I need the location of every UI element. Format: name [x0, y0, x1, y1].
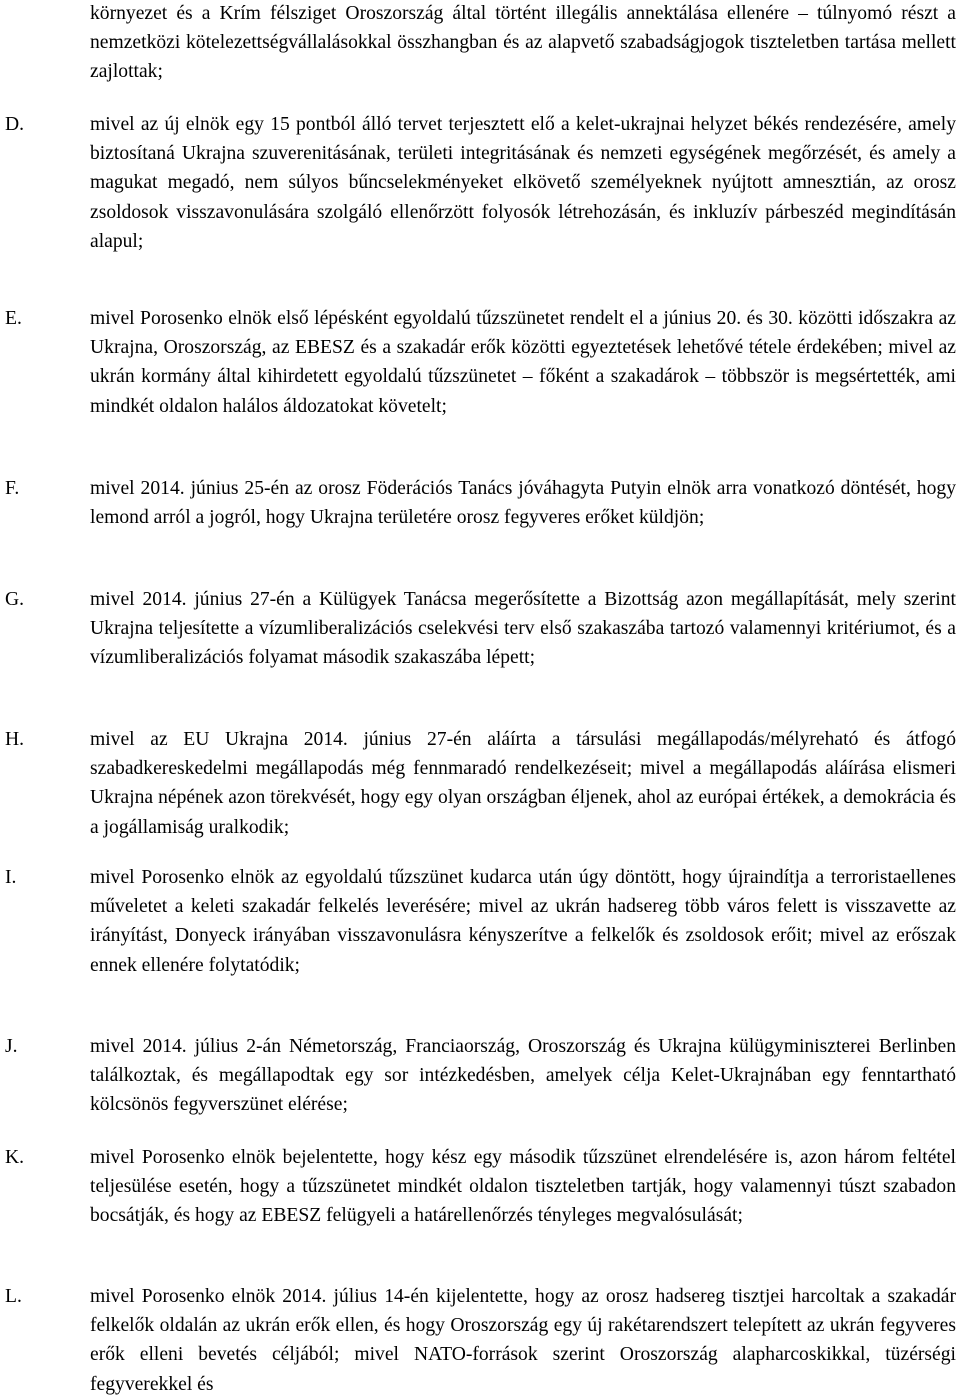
- clause-k: [0, 1143, 960, 1231]
- clause-e: [0, 304, 960, 421]
- clause-j: [0, 1032, 960, 1120]
- clause-letter: D.: [5, 114, 25, 135]
- clause-text: mivel Porosenko elnök bejelentette, hogy kész egy második tűzszünet elrendelésére is, azon három feltétel teljesülése esetén, hogy a tűzszünetet mindkét oldalon tiszteletben tartják, hogy valamennyi túszt szabadon bocsátják, és hogy az EBESZ felügyeli a határellenőrzés tényleges megvalósulását;: [90, 1147, 956, 1227]
- clause-letter: H.: [5, 729, 25, 750]
- clause-l: [0, 1282, 960, 1399]
- clause-f: [0, 474, 960, 532]
- clause-letter: I.: [5, 867, 17, 888]
- clause-text: mivel 2014. július 2-án Németország, Franciaország, Oroszország és Ukrajna külügyminiszterei Berlinben találkoztak, és megállapodtak egy sor intézkedésben, amelyek célja Kelet-Ukrajnában egy fenntartható kölcsönös fegyverszünet elérése;: [90, 1036, 956, 1116]
- clause-text: mivel az új elnök egy 15 pontból álló tervet terjesztett elő a kelet-ukrajnai helyzet békés rendezésére, amely biztosítaná Ukrajna szuverenitásának, területi integritásának és nemzeti egységének megőrzését, és amely a magukat megadó, nem súlyos bűncselekményeket elkövető személyeknek nyújtott amnesztián, az orosz zsoldosok visszavonulására szolgáló ellenőrzött folyosók létrehozásán, és inkluzív párbeszéd megindításán alapul;: [90, 114, 956, 252]
- clause-h: [0, 725, 960, 842]
- clause-letter: J.: [5, 1036, 18, 1057]
- clause-letter: G.: [5, 589, 25, 610]
- clause-text: mivel Porosenko elnök 2014. július 14-én kijelentette, hogy az orosz hadsereg tisztjei harcoltak a szakadár felkelők oldalán az ukrán erők ellen, és hogy Oroszország egy új rakétarendszert telepített az ukrán fegyveres erők elleni bevetés céljából; mivel NATO-források szerint Oroszország alapharcoskikkal, tüzérségi fegyverekkel és: [90, 1286, 956, 1395]
- clause-text: mivel 2014. június 25-én az orosz Föderációs Tanács jóváhagyta Putyin elnök arra vonatkozó döntését, hogy lemond arról a jogról, hogy Ukrajna területére orosz fegyveres erőket küldjön;: [90, 478, 956, 529]
- clause-text: mivel 2014. június 27-én a Külügyek Tanácsa megerősítette a Bizottság azon megállapítását, mely szerint Ukrajna teljesítette a vízumliberalizációs cselekvési terv első szakaszába tartozó valamennyi kritériumot, és a vízumliberalizációs folyamat második szakaszába lépett;: [90, 589, 956, 669]
- clause-letter: E.: [5, 308, 22, 329]
- clause-text: mivel az EU Ukrajna 2014. június 27-én aláírta a társulási megállapodás/mélyreható és átfogó szabadkereskedelmi megállapodás még fennmaradó rendelkezéseit; mivel a megállapodás aláírása elismeri Ukrajna népének azon törekvését, hogy egy olyan országban éljenek, ahol az európai értékek, a demokrácia és a jogállamiság uralkodik;: [90, 729, 956, 838]
- clause-text: mivel Porosenko elnök első lépésként egyoldalú tűzszünetet rendelt el a június 20. és 30. közötti időszakra az Ukrajna, Oroszország, az EBESZ és a szakadár erők közötti egyeztetések lehetővé tétele érdekében; mivel az ukrán kormány által kihirdetett egyoldalú tűzszünetet – főként a szakadárok – többször is megsértették, ami mindkét oldalon halálos áldozatokat követelt;: [90, 308, 956, 417]
- clause-g: [0, 585, 960, 673]
- clause-d: [0, 110, 960, 256]
- clause-letter: L.: [5, 1286, 22, 1307]
- clause-text: környezet és a Krím félsziget Oroszország által történt illegális annektálása ellenére – túlnyomó részt a nemzetközi kötelezettségvállalásokkal összhangban és az alapvető szabadságjogok tiszteletben tartása mellett zajlottak;: [90, 3, 956, 83]
- clause-letter: K.: [5, 1147, 25, 1168]
- clause-letter: F.: [5, 478, 20, 499]
- clause-i: [0, 863, 960, 980]
- clause-continued: [0, 0, 960, 87]
- clause-text: mivel Porosenko elnök az egyoldalú tűzszünet kudarca után úgy döntött, hogy újraindítja a terroristaellenes műveletet a keleti szakadár felkelés leverésére; mivel az ukrán hadsereg több város felett is visszavette az irányítást, Donyeck irányában visszavonulásra kényszerítve a felkelők és zsoldosok erőit; mivel az erőszak ennek ellenére folytatódik;: [90, 867, 956, 976]
